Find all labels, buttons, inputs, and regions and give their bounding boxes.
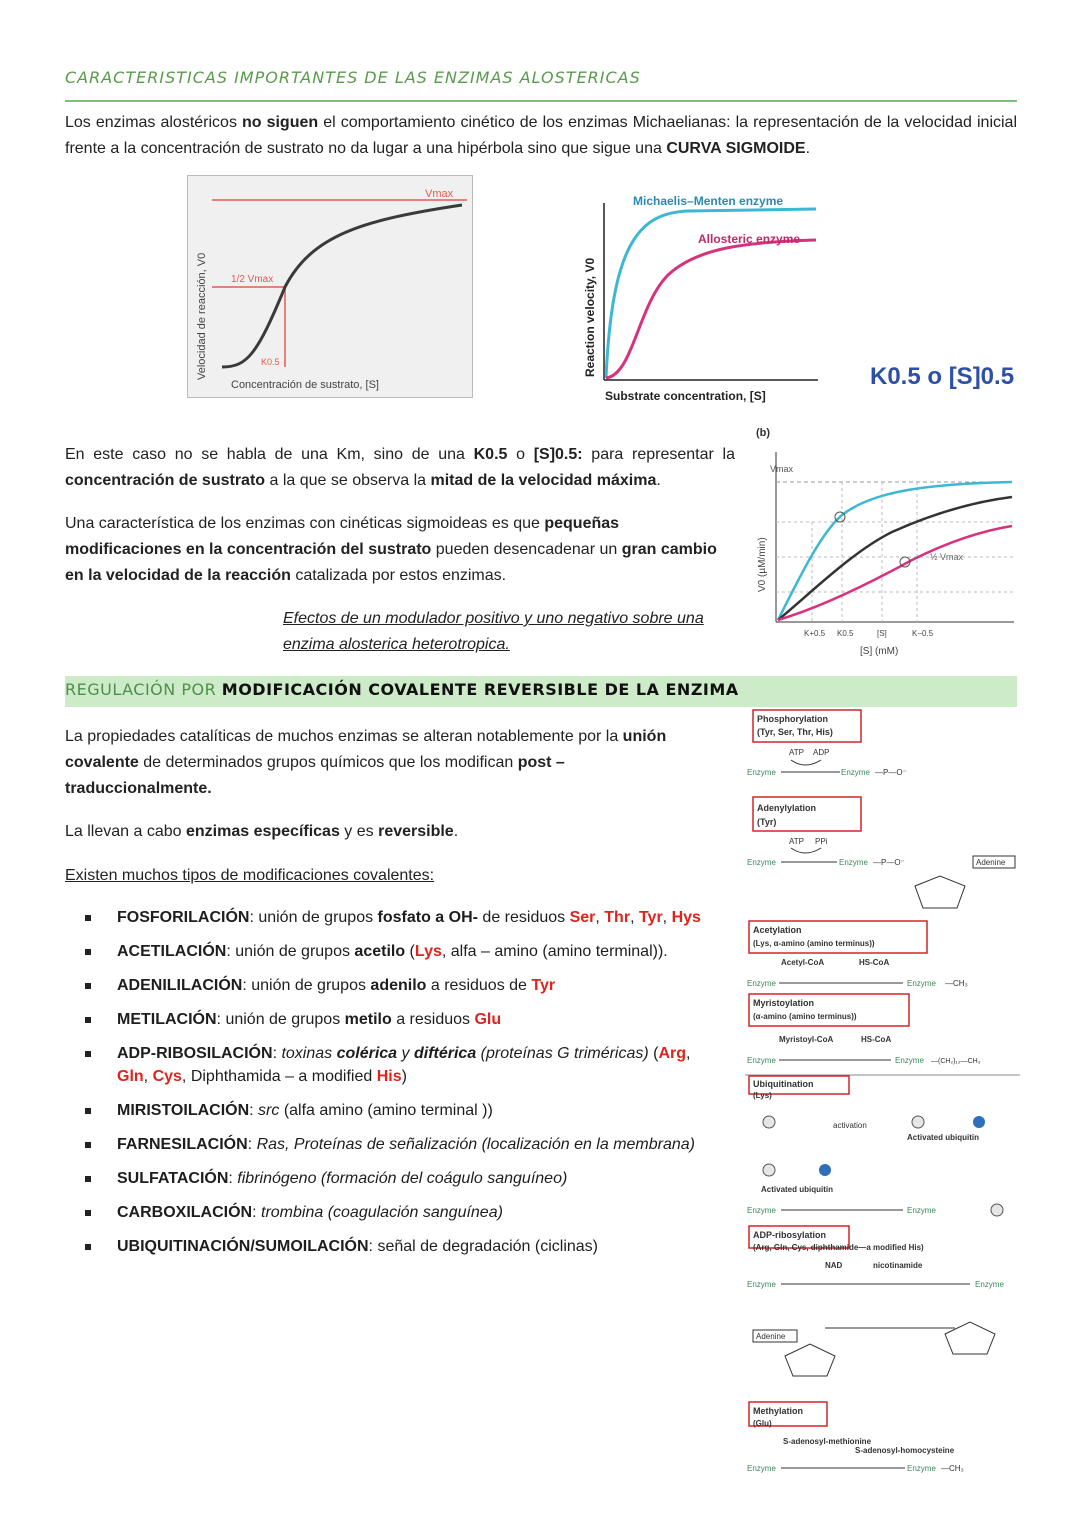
list-item: MIRISTOILACIÓN: src (alfa amino (amino terminal )) bbox=[85, 1099, 725, 1122]
svg-text:nicotinamide: nicotinamide bbox=[873, 1261, 923, 1270]
svg-text:(Lys, α-amino (amino terminus): (Lys, α-amino (amino terminus)) bbox=[753, 939, 875, 948]
svg-text:Myristoylation: Myristoylation bbox=[753, 998, 815, 1008]
svg-text:ADP: ADP bbox=[813, 748, 830, 757]
svg-text:Enzyme: Enzyme bbox=[907, 979, 936, 988]
list-item: CARBOXILACIÓN: trombina (coagulación sanguínea) bbox=[85, 1201, 725, 1224]
svg-text:Enzyme: Enzyme bbox=[747, 1280, 776, 1289]
heading-underline bbox=[65, 100, 1017, 102]
svg-text:HS-CoA: HS-CoA bbox=[861, 1035, 892, 1044]
svg-text:(Tyr): (Tyr) bbox=[757, 817, 777, 827]
half-vmax-label: ½ Vmax bbox=[930, 552, 964, 562]
phos-title: Phosphorylation bbox=[757, 714, 829, 724]
svg-text:Adenylylation: Adenylylation bbox=[757, 803, 817, 813]
k05-paragraph: En este caso no se habla de una Km, sino de una K0.5 o [S]0.5: para representar la concentración de sustrato a la que se observa la mitad de la velocidad máxima. bbox=[65, 446, 735, 489]
x-axis-label: [S] (mM) bbox=[860, 646, 899, 657]
x-axis-label: Substrate concentration, [S] bbox=[605, 389, 766, 403]
svg-text:Activated ubiquitin: Activated ubiquitin bbox=[761, 1185, 833, 1194]
list-item: FARNESILACIÓN: Ras, Proteínas de señalización (localización en la membrana) bbox=[85, 1133, 725, 1156]
svg-text:Enzyme: Enzyme bbox=[895, 1056, 924, 1065]
svg-text:Enzyme: Enzyme bbox=[747, 768, 776, 777]
list-item: UBIQUITINACIÓN/SUMOILACIÓN: señal de degradación (ciclinas) bbox=[85, 1235, 725, 1258]
covalent-paragraph-3: Existen muchos tipos de modificaciones covalentes: bbox=[65, 867, 435, 884]
svg-text:Adenine: Adenine bbox=[756, 1332, 786, 1341]
svg-text:Enzyme: Enzyme bbox=[747, 858, 776, 867]
svg-text:—P—O⁻: —P—O⁻ bbox=[875, 768, 907, 777]
svg-text:(α-amino (amino terminus)): (α-amino (amino terminus)) bbox=[753, 1012, 857, 1021]
svg-text:PPi: PPi bbox=[815, 837, 828, 846]
mm-enzyme-label: Michaelis–Menten enzyme bbox=[633, 194, 784, 208]
svg-text:Enzyme: Enzyme bbox=[747, 1206, 776, 1215]
allosteric-enzyme-label: Allosteric enzyme bbox=[698, 232, 801, 246]
svg-text:HS-CoA: HS-CoA bbox=[859, 958, 890, 967]
sigmoid-paragraph: Una característica de los enzimas con cinéticas sigmoideas es que pequeñas modificaciones en la concentración del sustrato pueden desencadenar un gran cambio en la velocidad de la reacción catalizada por estos enzimas. bbox=[65, 515, 717, 584]
x-axis-label: Concentración de sustrato, [S] bbox=[231, 379, 379, 391]
svg-text:ATP: ATP bbox=[789, 837, 804, 846]
list-item: FOSFORILACIÓN: unión de grupos fosfato a OH- de residuos Ser, Thr, Tyr, Hys bbox=[85, 906, 725, 929]
svg-text:—P—O⁻: —P—O⁻ bbox=[873, 858, 905, 867]
svg-text:Ubiquitination: Ubiquitination bbox=[753, 1079, 814, 1089]
sigmoid-figure bbox=[187, 175, 474, 399]
y-axis-label: V0 (µM/min) bbox=[757, 537, 768, 592]
covalent-paragraph-1: La propiedades catalíticas de muchos enzimas se alteran notablemente por la unión covalente de determinados grupos químicos que los modifican post – traduccionalmente. bbox=[65, 728, 667, 797]
svg-text:ADP-ribosylation: ADP-ribosylation bbox=[753, 1230, 827, 1240]
svg-text:Activated ubiquitin: Activated ubiquitin bbox=[907, 1133, 979, 1142]
svg-text:Enzyme: Enzyme bbox=[839, 858, 868, 867]
svg-text:S-adenosyl-homocysteine: S-adenosyl-homocysteine bbox=[855, 1446, 955, 1455]
svg-text:Enzyme: Enzyme bbox=[747, 1464, 776, 1473]
tick-k-minus: K−0.5 bbox=[912, 629, 934, 638]
svg-text:ATP: ATP bbox=[789, 748, 804, 757]
y-axis-label: Reaction velocity, V0 bbox=[583, 257, 597, 377]
list-item: SULFATACIÓN: fibrinógeno (formación del coágulo sanguíneo) bbox=[85, 1167, 725, 1190]
svg-text:Enzyme: Enzyme bbox=[975, 1280, 1004, 1289]
svg-text:Enzyme: Enzyme bbox=[841, 768, 870, 777]
list-item: ADENILILACIÓN: unión de grupos adenilo a residuos de Tyr bbox=[85, 974, 725, 997]
svg-text:Methylation: Methylation bbox=[753, 1406, 804, 1416]
modulators-figure bbox=[752, 422, 1020, 662]
modification-list bbox=[85, 906, 725, 1269]
list-item: METILACIÓN: unión de grupos metilo a residuos Glu bbox=[85, 1008, 725, 1031]
list-item: ADP-RIBOSILACIÓN: toxinas colérica y diftérica (proteínas G triméricas) (Arg, Gln, Cys, Diphthamida – a modified His) bbox=[85, 1042, 725, 1088]
svg-text:Acetyl-CoA: Acetyl-CoA bbox=[781, 958, 825, 967]
tick-k-plus: K+0.5 bbox=[804, 629, 826, 638]
k05-label: K0.5 bbox=[261, 357, 280, 367]
half-vmax-label: 1/2 Vmax bbox=[231, 274, 274, 285]
intro-paragraph: Los enzimas alostéricos no siguen el comportamiento cinético de los enzimas Michaelianas: la representación de la velocidad inicial frente a la concentración de sustrato no da lugar a una hipérbola sino que sigue una CURVA SIGMOIDE. bbox=[65, 114, 1018, 157]
section-heading-covalent: REGULACIÓN POR MODIFICACIÓN COVALENTE REVERSIBLE DE LA ENZIMA bbox=[65, 680, 739, 699]
svg-text:Myristoyl-CoA: Myristoyl-CoA bbox=[779, 1035, 834, 1044]
tick-k: K0.5 bbox=[837, 629, 854, 638]
k05-formula: K0.5 o [S]0.5 bbox=[870, 363, 1015, 390]
svg-text:(Glu): (Glu) bbox=[753, 1419, 772, 1428]
svg-text:S-adenosyl-methionine: S-adenosyl-methionine bbox=[783, 1437, 872, 1446]
y-axis-label: Velocidad de reacción, V0 bbox=[196, 252, 208, 380]
svg-text:Adenine: Adenine bbox=[976, 858, 1006, 867]
tick-s: [S] bbox=[877, 629, 887, 638]
vmax-label: Vmax bbox=[425, 188, 454, 200]
svg-text:NAD: NAD bbox=[825, 1261, 843, 1270]
covalent-modifications-scheme bbox=[745, 708, 1020, 1478]
svg-text:—CH₃: —CH₃ bbox=[941, 1464, 964, 1473]
phos-residues: (Tyr, Ser, Thr, His) bbox=[757, 727, 833, 737]
svg-text:(Lys): (Lys) bbox=[753, 1091, 772, 1100]
svg-text:Enzyme: Enzyme bbox=[907, 1464, 936, 1473]
mm-vs-allosteric-figure bbox=[578, 185, 823, 407]
svg-text:—(CH₂)₁₂—CH₃: —(CH₂)₁₂—CH₃ bbox=[931, 1058, 981, 1065]
svg-text:Enzyme: Enzyme bbox=[747, 979, 776, 988]
svg-text:—CH₃: —CH₃ bbox=[945, 979, 968, 988]
svg-text:Enzyme: Enzyme bbox=[747, 1056, 776, 1065]
vmax-label: Vmax bbox=[770, 464, 794, 474]
figure-caption: Efectos de un modulador positivo y uno negativo sobre una enzima alosterica heterotropica. bbox=[283, 610, 704, 653]
svg-text:Acetylation: Acetylation bbox=[753, 925, 802, 935]
svg-text:Enzyme: Enzyme bbox=[907, 1206, 936, 1215]
panel-label: (b) bbox=[756, 427, 771, 439]
svg-text:activation: activation bbox=[833, 1121, 867, 1130]
svg-text:(Arg, Gln, Cys, diphthamide—a: (Arg, Gln, Cys, diphthamide—a modified His) bbox=[753, 1243, 924, 1252]
section-heading-allosteric: CARACTERISTICAS IMPORTANTES DE LAS ENZIMAS ALOSTERICAS bbox=[65, 68, 641, 87]
list-item: ACETILACIÓN: unión de grupos acetilo (Lys, alfa – amino (amino terminal)). bbox=[85, 940, 725, 963]
covalent-paragraph-2: La llevan a cabo enzimas específicas y es reversible. bbox=[65, 823, 459, 840]
